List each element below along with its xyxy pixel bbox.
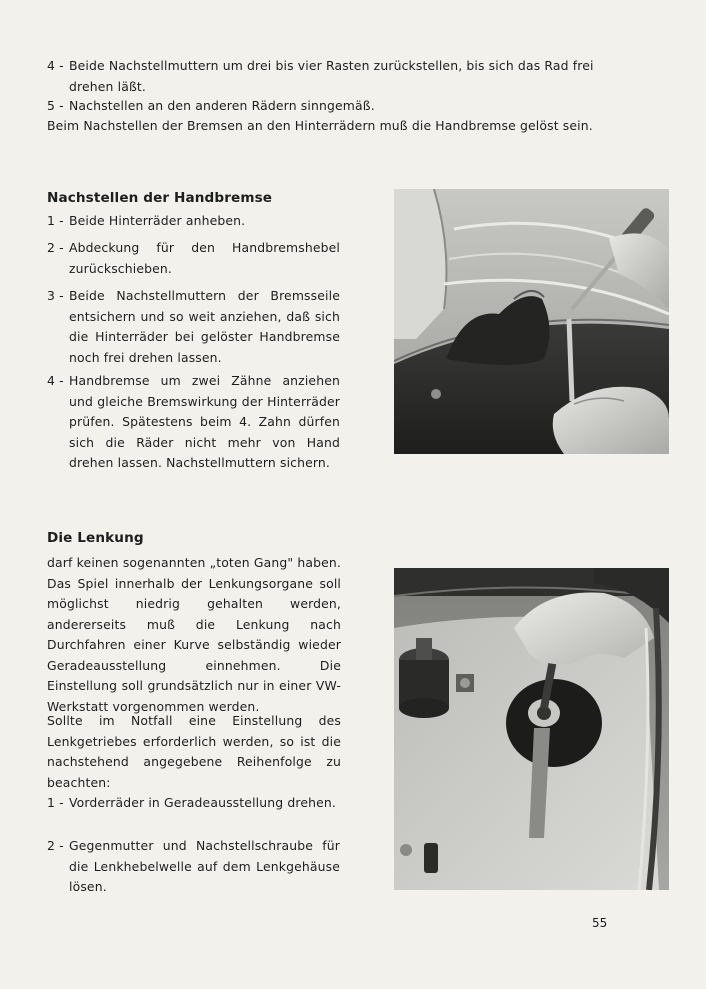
intro-note: Beim Nachstellen der Bremsen an den Hinterrädern muß die Handbremse gelöst sein. (47, 118, 593, 133)
steering-step-1 (47, 793, 340, 814)
handbrake-step-1 (47, 211, 340, 232)
handbrake-step-4 (47, 371, 340, 474)
handbrake-step-2-number: 2 - (47, 240, 64, 255)
handbrake-step-3 (47, 286, 340, 368)
steering-step-2 (47, 836, 340, 898)
handbrake-step-2 (47, 238, 340, 279)
handbrake-step-4-text: Handbremse um zwei Zähne anziehen und gleiche Bremswirkung der Hinterräder prüfen. Spätestens beim 4. Zahn dürfen sich die Räder nicht mehr von Hand drehen lassen. Nachstellmuttern sichern. (69, 373, 340, 470)
intro-step-4-text: Beide Nachstellmuttern um drei bis vier Rasten zurückstellen, bis sich das Rad frei drehen läßt. (69, 58, 594, 94)
handbrake-photo (394, 189, 669, 454)
intro-step-4-number: 4 - (47, 58, 64, 73)
handbrake-step-1-number: 1 - (47, 213, 64, 228)
handbrake-step-3-text: Beide Nachstellmuttern der Bremsseile entsichern und so weit anziehen, daß sich die Hinterräder bei gelöster Handbremse noch frei drehen lassen. (69, 288, 340, 365)
steering-step-1-number: 1 - (47, 795, 64, 810)
intro-step-4 (47, 56, 613, 97)
handbrake-step-1-text: Beide Hinterräder anheben. (69, 213, 246, 228)
steering-photo (394, 568, 669, 890)
intro-step-5 (47, 96, 613, 117)
handbrake-step-4-number: 4 - (47, 373, 64, 388)
steering-step-1-text: Vorderräder in Geradeausstellung drehen. (69, 795, 336, 810)
page-number: 55 (592, 916, 608, 930)
handbrake-heading: Nachstellen der Handbremse (47, 190, 273, 206)
handbrake-step-3-number: 3 - (47, 288, 64, 303)
steering-step-2-text: Gegenmutter und Nachstellschraube für die Lenkhebelwelle auf dem Lenkgehäuse lösen. (69, 838, 340, 894)
steering-step-2-number: 2 - (47, 838, 64, 853)
handbrake-step-2-text: Abdeckung für den Handbremshebel zurückschieben. (69, 240, 340, 276)
intro-step-5-text: Nachstellen an den anderen Rädern sinngemäß. (69, 98, 375, 113)
steering-paragraph-2: Sollte im Notfall eine Einstellung des Lenkgetriebes erforderlich werden, so ist die nachstehend angegebene Reihenfolge zu beachten: (47, 713, 341, 790)
steering-heading: Die Lenkung (47, 530, 144, 546)
steering-paragraph-1: darf keinen sogenannten „toten Gang" haben. Das Spiel innerhalb der Lenkungsorgane soll möglichst niedrig gehalten werden, andererseits muß die Lenkung nach Durchfahren einer Kurve selbständig wieder Geradeausstellung einnehmen. Die Einstellung soll grundsätzlich nur in einer VW-Werkstatt vorgenommen werden. (47, 555, 341, 714)
intro-step-5-number: 5 - (47, 98, 64, 113)
